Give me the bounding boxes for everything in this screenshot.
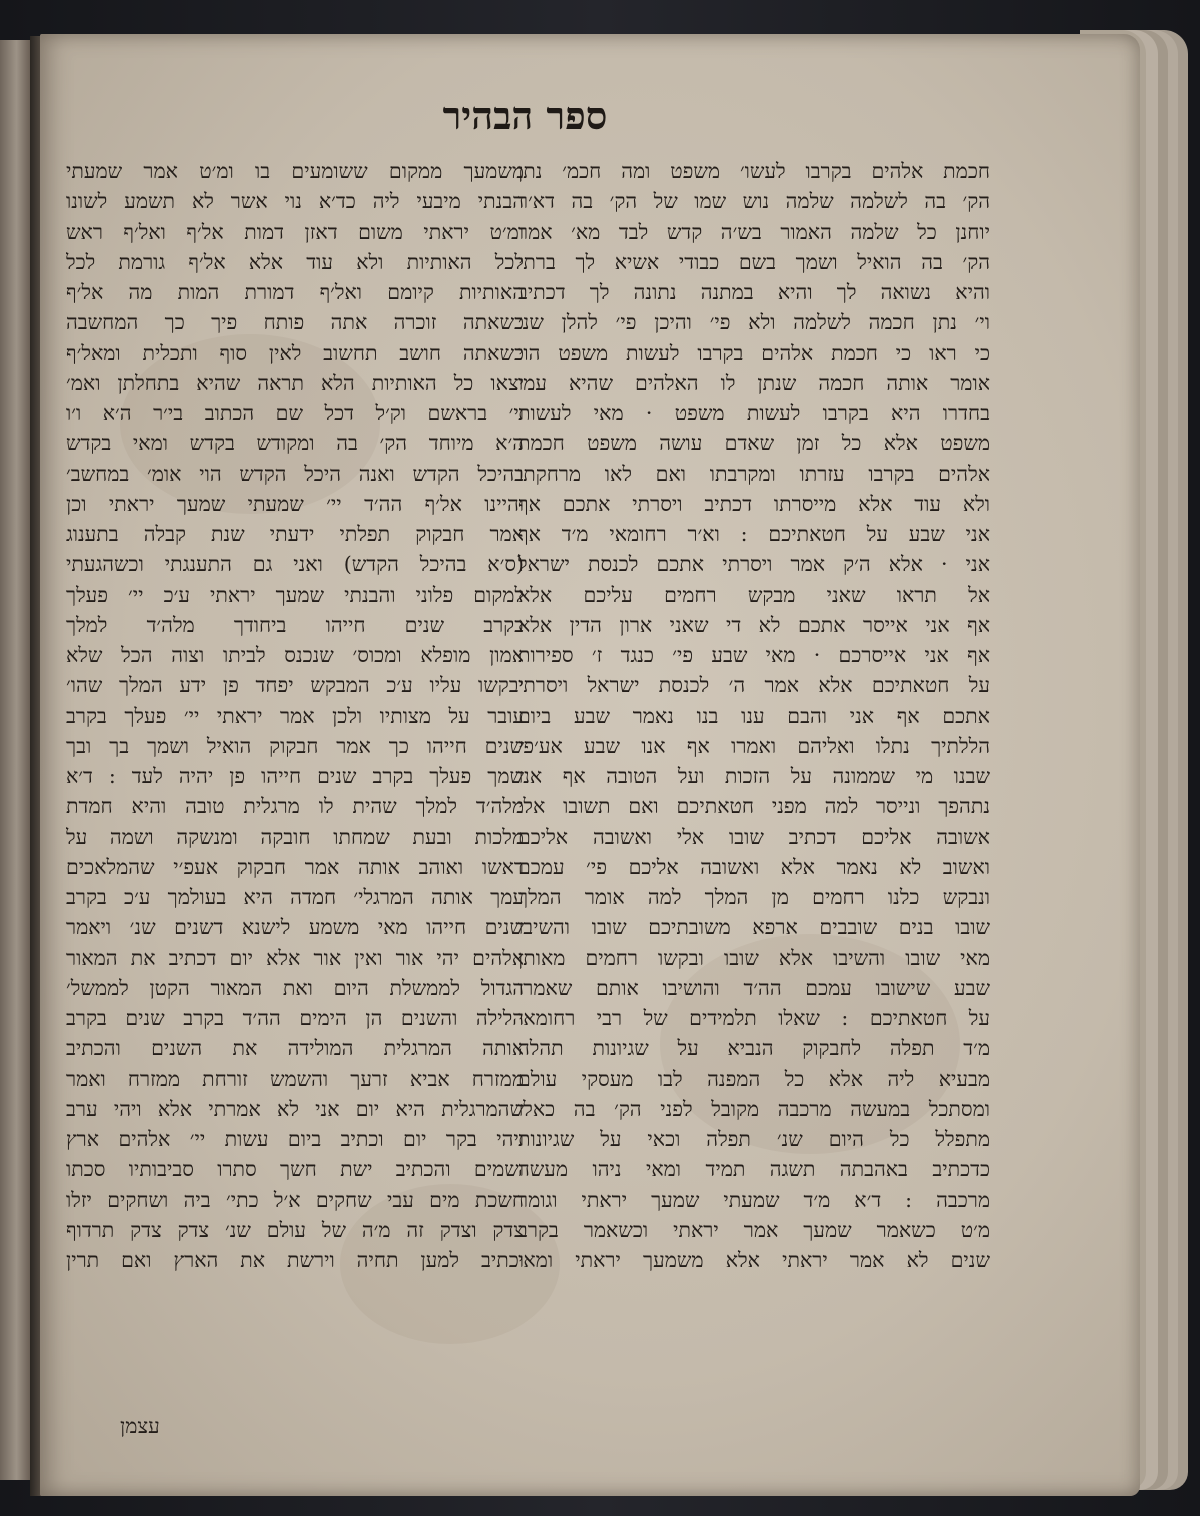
text-line: האותיות קיומם ואל׳ף דמורת המות מה אל׳ף — [66, 280, 524, 304]
text-line: אתכם אף אני והבם ענו בנו נאמר שבע ביום — [518, 703, 990, 728]
text-line: הלילה והשנים הן הימים הה׳ד בקרב שנים בקרב — [66, 1006, 524, 1030]
text-line: מלה׳ד למלך שהית לו מרגלית טובה והיא חמדת — [66, 794, 524, 819]
text-line: חשכת מים עבי שחקים א׳ל כתי׳ ביה ושחקים יזלו — [66, 1187, 524, 1212]
text-line: ונבקש כלנו רחמים מן המלך למה אומר המלך — [518, 885, 990, 909]
text-line: אף אני אייסר אתכם לא די שאני ארון הדין אלא — [518, 612, 990, 637]
text-line: שובו בנים שובבים ארפא משובתיכם שובו והשיבו — [518, 915, 990, 940]
text-line: על חטאתיכם : שאלו תלמידים של רבי רחומאי — [518, 1006, 990, 1030]
text-line: אני · אלא ה׳ק אמר ויסרתי אתכם לכנסת ישראל — [518, 552, 990, 577]
text-line: ה׳א מיוחד הק׳ בה ומקודש בקדש ומאי בקדש — [66, 431, 524, 456]
text-line: אף אני אייסרכם · מאי שבע פי׳ כנגד ז׳ ספירות — [518, 643, 990, 667]
text-column-right — [518, 156, 990, 1275]
text-line: ושמים והכתיב ישת חשך סתרו סביבותיו סכתו — [66, 1157, 524, 1182]
text-line: מרכבה : ד׳א מ׳ד שמעתי שמעך יראתי וגומר — [518, 1187, 990, 1212]
text-line: מתפלל כל היום שנ׳ תפלה וכאי על שגיונות — [518, 1127, 990, 1151]
text-line: לכל האותיות ולא עוד אלא אל׳ף גורמת לכל — [66, 249, 524, 274]
text-line: והיא נשואה לך והיא במתנה נתונה לך דכתיב — [518, 280, 990, 304]
text-line: מבעיא ליה אלא כל המפנה לבו מעסקי עולם — [518, 1066, 990, 1091]
text-line: שנים לא אמר יראתי אלא משמעך יראתי ומאי — [518, 1248, 990, 1272]
text-line: אל תראו שאני מבקש רחמים עליכם אלא — [518, 582, 990, 607]
text-line: אלהים יהי אור ואין אור אלא יום דכתיב את המאור — [66, 945, 524, 970]
text-line: אומר אותה חכמה שנתן לו האלהים שהיא עמו — [518, 370, 990, 395]
text-line: אשובה אליכם דכתיב שובו אלי ואשובה אליכם — [518, 824, 990, 849]
text-line: ומ׳ט יראתי משום דאזן דמות אל׳ף ואל׳ף ראש — [66, 219, 524, 244]
running-title: ספר הבהיר — [442, 93, 608, 138]
text-line: ויהי בקר יום וכתיב ביום עשות יי׳ אלהים ארץ — [66, 1127, 524, 1151]
text-line: על חטאתיכם אלא אמר ה׳ לכנסת ישראל ויסרתי — [518, 673, 990, 698]
text-line: אמון מופלא ומכוס׳ שנכנס לביתו וצוה הכל שלא — [66, 643, 524, 667]
text-column-left — [66, 156, 524, 1275]
text-line: מ׳ט כשאמר שמעך אמר יראתי וכשאמר בקרב — [518, 1217, 990, 1242]
text-line: הגדול לממשלת היום ואת המאור הקטן לממשל׳ — [66, 975, 524, 1000]
text-line: יוחנן כל שלמה האמור בש׳ה קדש לבד מא׳ אמר — [518, 219, 990, 244]
text-line: שהמרגלית היא יום אני לא אמרתי אלא ויהי ערב — [66, 1096, 524, 1121]
text-line: עמך אותה המרגלי׳ חמדה היא בעולמך ע׳כ בקרב — [66, 885, 524, 909]
text-line: עובר על מצותיו ולכן אמר יראתי יי׳ פעלך בקרב — [66, 703, 524, 728]
text-line: מ׳ד תפלה לחבקוק הנביא על שגיונות תהלה — [518, 1036, 990, 1061]
facing-page-edge — [0, 40, 32, 1480]
text-line: אלהים בקרבו עזרתו ומקרבתו ואם לאו מרחקתו — [518, 461, 990, 486]
text-line: שנים חייהו מאי משמע לישנא דשנים שנ׳ ויאמר — [66, 915, 524, 940]
text-line: כדכתיב באהבתה תשגה תמיד ומאי ניהו מעשה — [518, 1157, 990, 1182]
text-line: ולא עוד אלא מייסרתו דכתיב ויסרתי אתכם אף — [518, 491, 990, 516]
text-line: למקום פלוני והבנתי שמעך יראתי ע׳כ יי׳ פעלך — [66, 582, 524, 607]
text-line: ואשוב לא נאמר אלא ואשובה אליכם פי׳ עמכם — [518, 854, 990, 879]
text-line: בחדרו היא בקרבו לעשות משפט · מאי לעשות — [518, 401, 990, 425]
text-line: שמך פעלך בקרב שנים חייהו פן יהיה לעד : ד׳א — [66, 764, 524, 788]
text-line: משפט אלא כל זמן שאדם עושה משפט חכמת — [518, 431, 990, 456]
text-line: אני שבע על חטאתיכם : וא׳ר רחומאי מ׳ד אף — [518, 522, 990, 546]
text-line: שבע שישובו עמכם הה׳ד והושיבו אותם שאמרו — [518, 975, 990, 1000]
text-line: בהיכל הקדש ואנה היכל הקדש הוי אומ׳ במחשב׳ — [66, 461, 524, 486]
text-line: והיינו אל׳ף הה׳ד יי׳ שמעתי שמעך יראתי וכן — [66, 491, 524, 516]
text-line: וי׳ בראשם וק׳ל דכל שם הכתוב בי׳ר ה׳א ו׳ו — [66, 401, 524, 425]
text-line: הבנתי מיבעי ליה כד׳א נוי אשר לא תשמע לשונו — [66, 189, 524, 214]
text-line: וי׳ נתן חכמה לשלמה ולא פי׳ והיכן פי׳ להלן שנ׳ — [518, 310, 990, 335]
text-line: וכתיב למען תחיה וירשת את הארץ ואם תרין — [66, 1248, 524, 1272]
text-line: אותה המרגלית המולידה את השנים והכתיב — [66, 1036, 524, 1061]
text-line: הק׳ בה הואיל ושמך בשם כבודי אשיא לך ברתי — [518, 249, 990, 274]
text-line: הללתיך נתלו ואליהם ואמרו אף אנו שבע אע׳פי — [518, 733, 990, 758]
text-line: יבקשו עליו ע׳כ המבקש יפחד פן ידע המלך שהו׳ — [66, 673, 524, 698]
text-line: שבנו מי שממונה על הזכות ועל הטובה אף אנו — [518, 764, 990, 788]
text-line: כי ראו כי חכמת אלהים בקרבו לעשות משפט הוי — [518, 340, 990, 365]
text-line: כשאתה חושב תחשוב לאין סוף ותכלית ומאל׳ף — [66, 340, 524, 365]
text-line: נתהפך ונייסר למה מפני חטאתיכם ואם תשובו אלי — [518, 794, 990, 819]
text-line: מלכות ובעת שמחתו חובקה ומנשקה ושמה על — [66, 824, 524, 849]
text-line: ממזרח אביא זרעך והשמש זורחת ממזרח ואמר — [66, 1066, 524, 1091]
text-line: מאי שובו והשיבו אלא שובו ובקשו רחמים מאותן — [518, 945, 990, 970]
text-line: בקרב שנים חייהו ביחודך מלה׳ד למלך — [66, 612, 524, 637]
text-line: משמעך ממקום ששומעים בו ומ׳ט אמר שמעתי — [66, 159, 524, 183]
text-line: הק׳ בה לשלמה שלמה נוש שמו של הק׳ בה דא׳ר — [518, 189, 990, 214]
text-line: ראשו ואוהב אותה אמר חבקוק אעפ׳י שהמלאכים — [66, 854, 524, 879]
text-line: כשאתה זוכרה אתה פותח פיך כך המחשבה — [66, 310, 524, 335]
book-page — [40, 34, 1140, 1496]
text-line: חכמת אלהים בקרבו לעשו׳ משפט ומה חכמ׳ נתן — [518, 159, 990, 183]
text-line: יצאו כל האותיות הלא תראה שהיא בתחלתן ואמ׳ — [66, 370, 524, 395]
text-line: אמר חבקוק תפלתי ידעתי שנת קבלה בתענוג — [66, 522, 524, 546]
text-line: צדק וצדק זה מ׳ה של עולם שנ׳ צדק צדק תרדוף — [66, 1217, 524, 1242]
text-line: (ס׳א בהיכל הקדש) ואני גם התענגתי וכשהגעתי — [66, 552, 524, 577]
page-header — [40, 92, 1140, 140]
text-line: שנים חייהו כך אמר חבקוק הואיל ושמך בך ובך — [66, 733, 524, 758]
catchword: עצמן — [120, 1414, 160, 1438]
text-line: ומסתכל במעשה מרכבה מקובל לפני הק׳ בה כאלו — [518, 1096, 990, 1121]
